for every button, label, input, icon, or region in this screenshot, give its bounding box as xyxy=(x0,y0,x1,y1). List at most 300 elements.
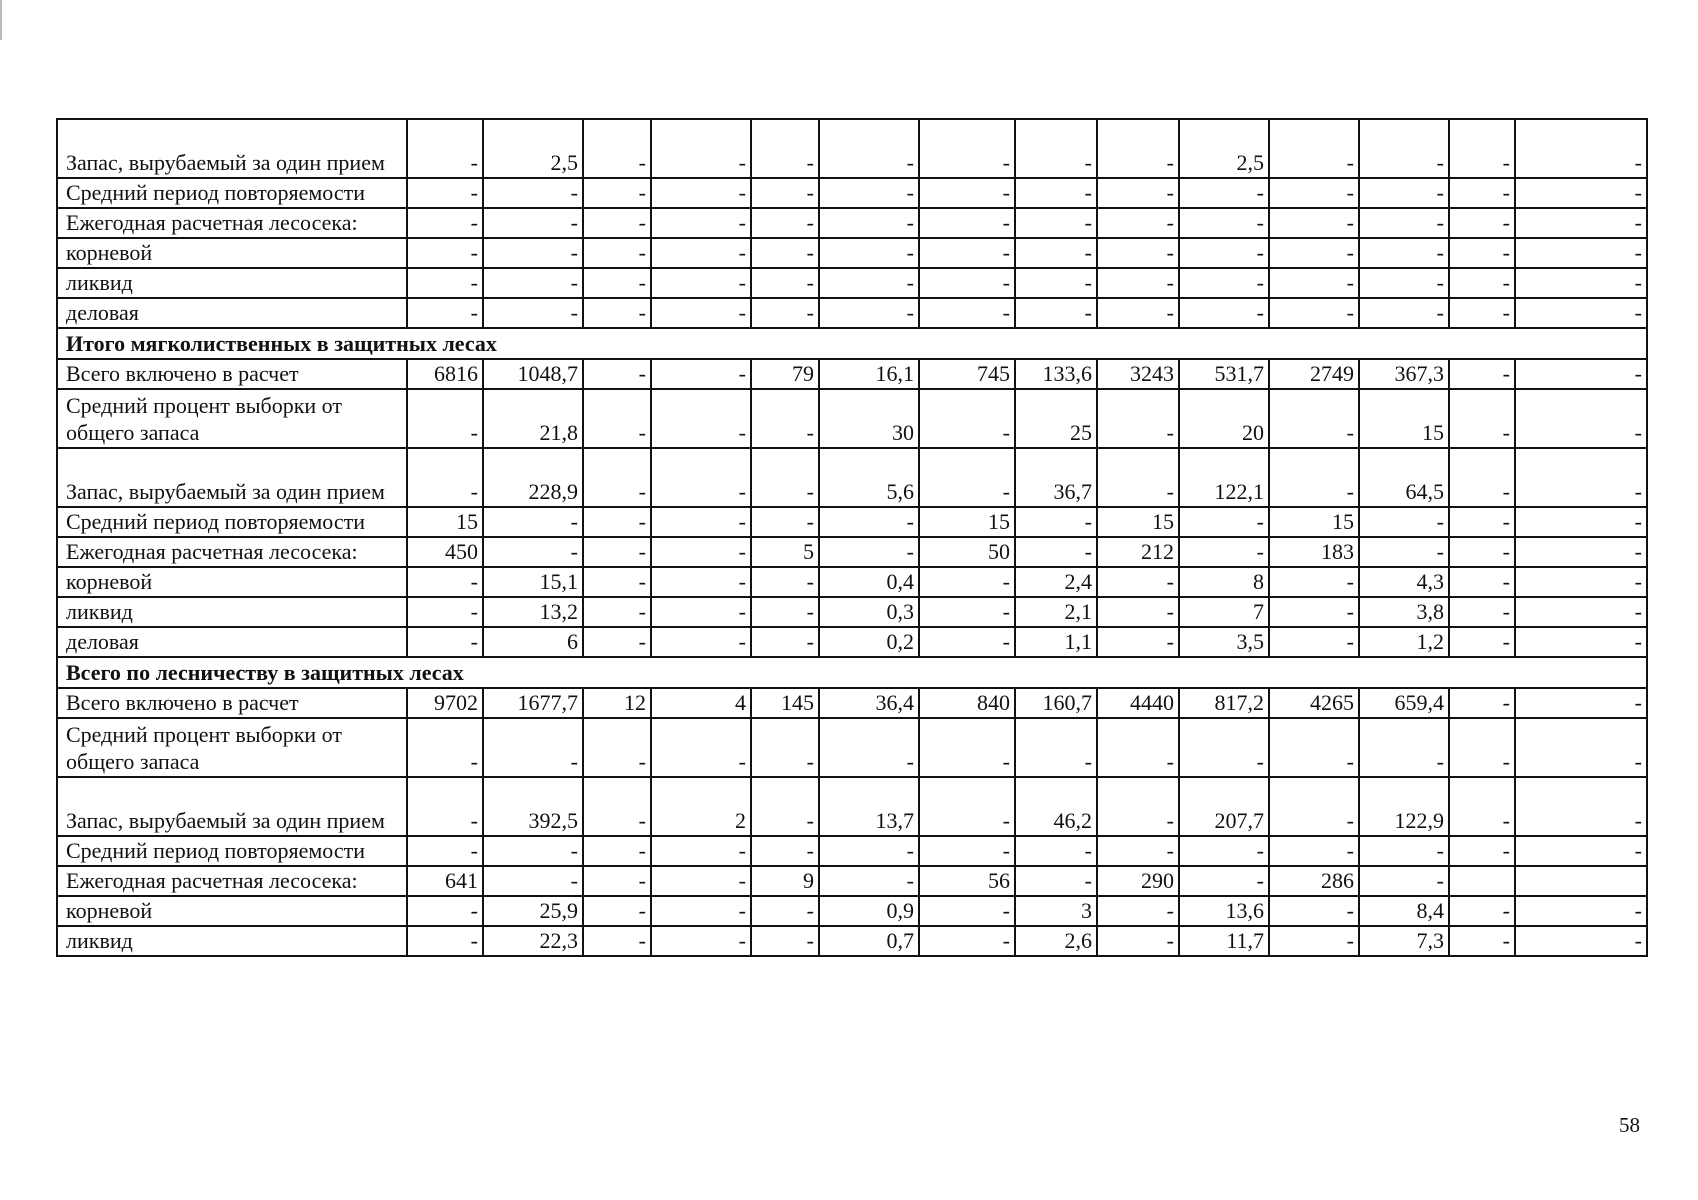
table-cell: 13,7 xyxy=(819,777,919,836)
table-cell: - xyxy=(751,208,819,238)
table-cell: - xyxy=(1359,537,1449,567)
table-cell: - xyxy=(583,896,651,926)
table-cell: - xyxy=(651,836,751,866)
table-cell: - xyxy=(483,866,583,896)
table-cell: - xyxy=(919,448,1015,507)
table-cell: 21,8 xyxy=(483,389,583,448)
table-cell: - xyxy=(919,298,1015,328)
table-cell: 290 xyxy=(1097,866,1179,896)
row-label: корневой xyxy=(57,896,407,926)
table-cell: - xyxy=(819,238,919,268)
table-cell: - xyxy=(1515,268,1647,298)
table-cell: - xyxy=(1179,208,1269,238)
table-row xyxy=(57,777,1647,836)
table-cell: - xyxy=(919,597,1015,627)
table-cell: - xyxy=(1269,567,1359,597)
table-cell: - xyxy=(651,178,751,208)
table-row xyxy=(57,627,1647,657)
table-cell: 15 xyxy=(1359,389,1449,448)
table-cell: 11,7 xyxy=(1179,926,1269,956)
table-cell xyxy=(1449,866,1515,896)
table-cell: - xyxy=(1449,268,1515,298)
table-cell: - xyxy=(483,208,583,238)
table-cell: - xyxy=(1359,268,1449,298)
table-cell: 56 xyxy=(919,866,1015,896)
table-cell: - xyxy=(919,389,1015,448)
table-cell: - xyxy=(1515,298,1647,328)
table-row xyxy=(57,178,1647,208)
table-cell xyxy=(1515,866,1647,896)
table-cell: - xyxy=(751,597,819,627)
table-row xyxy=(57,597,1647,627)
table-cell: - xyxy=(1515,448,1647,507)
row-label: деловая xyxy=(57,298,407,328)
table-cell: 13,2 xyxy=(483,597,583,627)
table-cell: - xyxy=(407,119,483,178)
row-label: ликвид xyxy=(57,268,407,298)
table-cell: 36,7 xyxy=(1015,448,1097,507)
row-label: Средний период повторяемости xyxy=(57,178,407,208)
section-heading: Итого мягколиственных в защитных лесах xyxy=(57,328,1647,359)
table-cell: - xyxy=(1015,866,1097,896)
table-cell: - xyxy=(407,896,483,926)
table-cell: - xyxy=(1449,389,1515,448)
table-cell: - xyxy=(583,119,651,178)
table-cell: - xyxy=(1269,627,1359,657)
table-cell: - xyxy=(1269,268,1359,298)
table-cell: - xyxy=(483,238,583,268)
table-cell: - xyxy=(919,896,1015,926)
table-cell: - xyxy=(407,178,483,208)
table-cell: - xyxy=(919,836,1015,866)
table-cell: 7 xyxy=(1179,597,1269,627)
table-cell: - xyxy=(1179,507,1269,537)
table-cell: 46,2 xyxy=(1015,777,1097,836)
table-cell: 122,1 xyxy=(1179,448,1269,507)
table-cell: - xyxy=(583,836,651,866)
table-cell: - xyxy=(751,389,819,448)
table-cell: 212 xyxy=(1097,537,1179,567)
table-cell: - xyxy=(1359,298,1449,328)
table-cell: 145 xyxy=(751,688,819,718)
table-cell: - xyxy=(1359,507,1449,537)
table-cell: 15 xyxy=(1269,507,1359,537)
table-cell: 659,4 xyxy=(1359,688,1449,718)
table-cell: - xyxy=(651,627,751,657)
table-cell: 183 xyxy=(1269,537,1359,567)
table-cell: 8,4 xyxy=(1359,896,1449,926)
row-label: деловая xyxy=(57,627,407,657)
table-cell: - xyxy=(1097,448,1179,507)
table-cell: 641 xyxy=(407,866,483,896)
table-cell: - xyxy=(1015,238,1097,268)
table-cell: 15 xyxy=(919,507,1015,537)
table-cell: - xyxy=(1269,448,1359,507)
table-cell: - xyxy=(751,178,819,208)
table-cell: - xyxy=(651,507,751,537)
table-cell: 15,1 xyxy=(483,567,583,597)
table-cell: - xyxy=(583,507,651,537)
table-cell: - xyxy=(407,627,483,657)
table-cell: 0,3 xyxy=(819,597,919,627)
table-cell: 2,4 xyxy=(1015,567,1097,597)
table-cell: - xyxy=(919,268,1015,298)
table-cell: - xyxy=(1097,777,1179,836)
table-cell: - xyxy=(483,268,583,298)
table-cell: - xyxy=(1359,178,1449,208)
table-cell: - xyxy=(407,836,483,866)
table-cell: 4440 xyxy=(1097,688,1179,718)
table-cell: 4 xyxy=(651,688,751,718)
table-cell: - xyxy=(1449,298,1515,328)
table-cell: - xyxy=(583,537,651,567)
row-label: Ежегодная расчетная лесосека: xyxy=(57,537,407,567)
table-cell: - xyxy=(1269,178,1359,208)
table-cell: 207,7 xyxy=(1179,777,1269,836)
table-cell: - xyxy=(1269,208,1359,238)
table-cell: - xyxy=(651,448,751,507)
table-cell: 6816 xyxy=(407,359,483,389)
table-cell: - xyxy=(1015,507,1097,537)
table-cell: 745 xyxy=(919,359,1015,389)
table-cell: 25 xyxy=(1015,389,1097,448)
table-cell: - xyxy=(1179,178,1269,208)
row-label: корневой xyxy=(57,567,407,597)
table-cell: 2749 xyxy=(1269,359,1359,389)
table-cell: - xyxy=(651,718,751,777)
table-cell: - xyxy=(1097,119,1179,178)
table-cell: 20 xyxy=(1179,389,1269,448)
table-cell: - xyxy=(1515,359,1647,389)
section-heading: Всего по лесничеству в защитных лесах xyxy=(57,657,1647,688)
table-cell: - xyxy=(407,777,483,836)
table-cell: - xyxy=(407,718,483,777)
table-cell: - xyxy=(1097,208,1179,238)
table-cell: - xyxy=(483,507,583,537)
table-cell: - xyxy=(919,777,1015,836)
table-cell: - xyxy=(407,268,483,298)
table-cell: - xyxy=(819,208,919,238)
table-cell: - xyxy=(583,866,651,896)
table-cell: - xyxy=(583,178,651,208)
table-row xyxy=(57,268,1647,298)
table-row xyxy=(57,896,1647,926)
table-cell: - xyxy=(1269,836,1359,866)
table-cell: - xyxy=(483,718,583,777)
table-cell: - xyxy=(651,896,751,926)
table-cell: - xyxy=(1179,836,1269,866)
table-cell: 15 xyxy=(407,507,483,537)
row-label: корневой xyxy=(57,238,407,268)
table-cell: - xyxy=(919,119,1015,178)
table-cell: 3,5 xyxy=(1179,627,1269,657)
table-cell: - xyxy=(751,238,819,268)
table-cell: - xyxy=(1359,208,1449,238)
table-cell: 64,5 xyxy=(1359,448,1449,507)
table-cell: - xyxy=(651,119,751,178)
row-label: Запас, вырубаемый за один прием xyxy=(57,448,407,507)
table-cell: 0,4 xyxy=(819,567,919,597)
table-body xyxy=(57,119,1647,956)
table-cell: - xyxy=(1515,627,1647,657)
table-cell: - xyxy=(1179,268,1269,298)
table-cell: - xyxy=(407,298,483,328)
table-cell: - xyxy=(1449,627,1515,657)
table-cell: 16,1 xyxy=(819,359,919,389)
table-row xyxy=(57,208,1647,238)
table-cell: 1,1 xyxy=(1015,627,1097,657)
table-cell: - xyxy=(407,448,483,507)
table-cell: - xyxy=(651,926,751,956)
table-cell: - xyxy=(1015,298,1097,328)
table-cell: 2,1 xyxy=(1015,597,1097,627)
table-cell: - xyxy=(583,448,651,507)
table-cell: - xyxy=(1179,718,1269,777)
table-cell: 0,2 xyxy=(819,627,919,657)
table-cell: - xyxy=(751,777,819,836)
table-cell: - xyxy=(1515,597,1647,627)
table-cell: - xyxy=(1515,896,1647,926)
table-cell: 286 xyxy=(1269,866,1359,896)
table-cell: - xyxy=(1097,268,1179,298)
table-cell: - xyxy=(407,208,483,238)
table-cell: - xyxy=(583,238,651,268)
table-cell: - xyxy=(1179,298,1269,328)
scan-edge-mark xyxy=(0,0,2,40)
table-cell: - xyxy=(1269,238,1359,268)
table-cell: 12 xyxy=(583,688,651,718)
table-cell: - xyxy=(1449,567,1515,597)
table-cell: 6 xyxy=(483,627,583,657)
table-cell: - xyxy=(819,298,919,328)
table-cell: - xyxy=(1015,119,1097,178)
table-cell: - xyxy=(1449,896,1515,926)
table-cell: - xyxy=(1515,178,1647,208)
table-cell: - xyxy=(1015,178,1097,208)
table-cell: - xyxy=(651,359,751,389)
table-cell: - xyxy=(751,448,819,507)
table-cell: - xyxy=(1269,718,1359,777)
table-cell: - xyxy=(651,597,751,627)
table-cell: - xyxy=(1515,836,1647,866)
table-cell: - xyxy=(751,896,819,926)
table-cell: - xyxy=(751,627,819,657)
table-cell: - xyxy=(819,178,919,208)
table-cell: - xyxy=(751,298,819,328)
table-cell: - xyxy=(1359,866,1449,896)
table-cell: - xyxy=(819,507,919,537)
table-cell: 2,6 xyxy=(1015,926,1097,956)
table-cell: - xyxy=(919,567,1015,597)
row-label: Ежегодная расчетная лесосека: xyxy=(57,866,407,896)
table-cell: - xyxy=(751,268,819,298)
table-cell: 13,6 xyxy=(1179,896,1269,926)
table-row xyxy=(57,238,1647,268)
row-label: Всего включено в расчет xyxy=(57,359,407,389)
table-cell: - xyxy=(1449,448,1515,507)
row-label: Ежегодная расчетная лесосека: xyxy=(57,208,407,238)
table-cell: 3 xyxy=(1015,896,1097,926)
table-cell: - xyxy=(819,866,919,896)
row-label: Средний период повторяемости xyxy=(57,836,407,866)
section-heading-row xyxy=(57,657,1647,688)
table-cell: 392,5 xyxy=(483,777,583,836)
table-cell: 79 xyxy=(751,359,819,389)
table-cell: - xyxy=(1269,926,1359,956)
table-cell: 3243 xyxy=(1097,359,1179,389)
table-row xyxy=(57,866,1647,896)
table-cell: - xyxy=(1515,688,1647,718)
table-cell: - xyxy=(1449,597,1515,627)
table-cell: 133,6 xyxy=(1015,359,1097,389)
table-cell: - xyxy=(1179,537,1269,567)
row-label: ликвид xyxy=(57,597,407,627)
table-cell: - xyxy=(819,537,919,567)
table-cell: 25,9 xyxy=(483,896,583,926)
table-cell: - xyxy=(651,537,751,567)
table-cell: - xyxy=(1449,926,1515,956)
table-cell: 30 xyxy=(819,389,919,448)
row-label: Средний период повторяемости xyxy=(57,507,407,537)
table-cell: 1048,7 xyxy=(483,359,583,389)
table-cell: - xyxy=(1359,718,1449,777)
table-cell: - xyxy=(1097,178,1179,208)
table-cell: 817,2 xyxy=(1179,688,1269,718)
table-cell: - xyxy=(1449,688,1515,718)
table-cell: - xyxy=(919,627,1015,657)
table-cell: - xyxy=(1269,298,1359,328)
table-cell: - xyxy=(1449,359,1515,389)
table-cell: - xyxy=(751,567,819,597)
row-label: Всего включено в расчет xyxy=(57,688,407,718)
table-cell: - xyxy=(1179,238,1269,268)
table-cell: 8 xyxy=(1179,567,1269,597)
table-cell: - xyxy=(407,567,483,597)
table-cell: 4265 xyxy=(1269,688,1359,718)
table-cell: - xyxy=(1449,836,1515,866)
table-cell: - xyxy=(919,926,1015,956)
table-cell: - xyxy=(1097,627,1179,657)
table-cell: - xyxy=(583,597,651,627)
table-cell: - xyxy=(1449,238,1515,268)
table-cell: - xyxy=(751,926,819,956)
table-cell: - xyxy=(1449,119,1515,178)
table-cell: 1677,7 xyxy=(483,688,583,718)
table-cell: 22,3 xyxy=(483,926,583,956)
table-cell: - xyxy=(1097,238,1179,268)
table-cell: - xyxy=(583,389,651,448)
table-cell: - xyxy=(1097,597,1179,627)
row-label: Средний процент выборки от общего запаса xyxy=(57,718,407,777)
table-cell: - xyxy=(583,926,651,956)
table-cell: - xyxy=(1179,866,1269,896)
table-row xyxy=(57,389,1647,448)
table-cell: 228,9 xyxy=(483,448,583,507)
table-row xyxy=(57,359,1647,389)
table-cell: - xyxy=(751,119,819,178)
table-cell: - xyxy=(483,537,583,567)
table-cell: 9702 xyxy=(407,688,483,718)
table-cell: - xyxy=(1269,597,1359,627)
table-cell: 2,5 xyxy=(1179,119,1269,178)
table-cell: - xyxy=(651,298,751,328)
table-cell: - xyxy=(1015,836,1097,866)
table-cell: 5 xyxy=(751,537,819,567)
table-cell: - xyxy=(1449,208,1515,238)
table-cell: - xyxy=(1449,718,1515,777)
forest-stock-table xyxy=(56,118,1648,957)
table-cell: - xyxy=(819,718,919,777)
table-cell: - xyxy=(1015,268,1097,298)
table-cell: - xyxy=(407,389,483,448)
table-cell: 3,8 xyxy=(1359,597,1449,627)
table-cell: - xyxy=(651,567,751,597)
table-cell: - xyxy=(1515,389,1647,448)
table-cell: - xyxy=(583,777,651,836)
table-cell: - xyxy=(919,208,1015,238)
table-cell: - xyxy=(483,298,583,328)
table-row xyxy=(57,926,1647,956)
table-cell: 1,2 xyxy=(1359,627,1449,657)
table-cell: 160,7 xyxy=(1015,688,1097,718)
table-cell: - xyxy=(1515,926,1647,956)
table-row xyxy=(57,298,1647,328)
table-cell: - xyxy=(1097,926,1179,956)
table-cell: 15 xyxy=(1097,507,1179,537)
row-label: Запас, вырубаемый за один прием xyxy=(57,119,407,178)
table-cell: - xyxy=(583,567,651,597)
table-cell: - xyxy=(1359,836,1449,866)
table-cell: 0,7 xyxy=(819,926,919,956)
table-cell: - xyxy=(1097,836,1179,866)
table-cell: - xyxy=(1015,718,1097,777)
table-row xyxy=(57,688,1647,718)
table-cell: - xyxy=(1097,298,1179,328)
row-label: Средний процент выборки от общего запаса xyxy=(57,389,407,448)
table-row xyxy=(57,567,1647,597)
table-cell: - xyxy=(1449,777,1515,836)
table-cell: - xyxy=(583,359,651,389)
table-cell: - xyxy=(1097,389,1179,448)
table-cell: 4,3 xyxy=(1359,567,1449,597)
table-cell: - xyxy=(1515,537,1647,567)
table-cell: 2,5 xyxy=(483,119,583,178)
table-cell: - xyxy=(1269,389,1359,448)
table-cell: - xyxy=(651,208,751,238)
table-cell: 5,6 xyxy=(819,448,919,507)
table-cell: 9 xyxy=(751,866,819,896)
table-row xyxy=(57,718,1647,777)
table-cell: - xyxy=(1515,567,1647,597)
table-cell: - xyxy=(1097,567,1179,597)
table-cell: - xyxy=(651,389,751,448)
table-cell: - xyxy=(1515,238,1647,268)
table-cell: - xyxy=(919,238,1015,268)
table-cell: 36,4 xyxy=(819,688,919,718)
table-cell: - xyxy=(1359,119,1449,178)
table-cell: - xyxy=(1515,208,1647,238)
table-cell: - xyxy=(751,836,819,866)
table-cell: - xyxy=(1449,537,1515,567)
table-row xyxy=(57,448,1647,507)
table-cell: 450 xyxy=(407,537,483,567)
table-cell: - xyxy=(1449,178,1515,208)
table-cell: - xyxy=(1097,896,1179,926)
table-cell: - xyxy=(583,208,651,238)
table-cell: - xyxy=(819,119,919,178)
section-heading-row xyxy=(57,328,1647,359)
table-cell: - xyxy=(651,268,751,298)
